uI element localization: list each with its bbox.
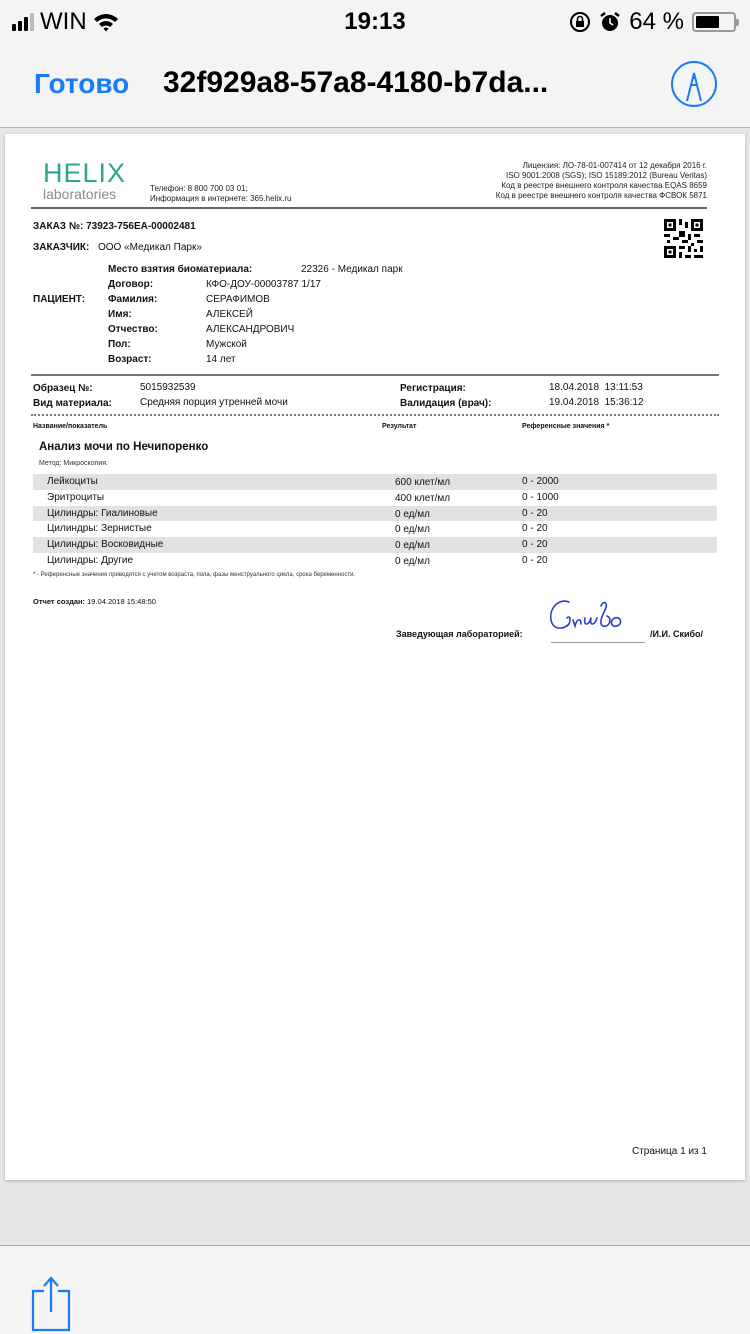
table-row — [33, 474, 717, 490]
report-created — [33, 597, 156, 606]
signature-line — [551, 642, 645, 643]
bottom-toolbar — [0, 1245, 750, 1334]
patient-field-value: 14 лет — [206, 354, 236, 365]
sample-number: 5015932539 — [140, 382, 196, 393]
page-number: Страница 1 из 1 — [632, 1146, 707, 1157]
head-of-lab-label: Заведующая лабораторией: — [396, 629, 523, 639]
order-number — [33, 221, 196, 232]
test-method: Метод: Микроскопия. — [39, 460, 108, 467]
header-result: Результат — [382, 423, 417, 430]
report-created-label: Отчет создан: — [33, 597, 86, 606]
document-page — [5, 134, 745, 1180]
battery-percent: 64 % — [629, 8, 684, 35]
patient-field-label: Место взятия биоматериала: — [108, 264, 253, 275]
license-info — [496, 161, 707, 201]
row-result: 400 клет/мл — [395, 492, 451, 504]
row-name: Цилиндры: Другие — [47, 554, 134, 566]
alarm-icon — [599, 11, 621, 33]
order-label: ЗАКАЗ №: — [33, 221, 84, 232]
row-name: Эритроциты — [47, 491, 105, 503]
signature-image — [543, 596, 643, 642]
dotted-divider — [31, 414, 719, 416]
patient-field-value: АЛЕКСАНДРОВИЧ — [206, 324, 295, 335]
patient-field-label: Возраст: — [108, 354, 152, 365]
document-viewer[interactable] — [0, 129, 750, 1245]
patient-field-label: Отчество: — [108, 324, 158, 335]
order-value: 73923-756EA-00002481 — [86, 221, 196, 232]
results-table — [33, 474, 717, 569]
patient-field-label: Договор: — [108, 279, 154, 290]
section-divider — [31, 374, 719, 376]
footnote: * - Референсные значения приводятся с учетом возраста, пола, фазы менструального цикла, срока беременности. — [33, 572, 356, 578]
patient-label: ПАЦИЕНТ: — [33, 294, 86, 305]
markup-pen-icon — [673, 63, 715, 105]
row-result: 600 клет/мл — [395, 477, 451, 488]
qr-code — [664, 219, 703, 258]
sample-number-label: Образец №: — [33, 383, 93, 394]
validation-value: 19.04.2018 15:36:12 — [549, 397, 644, 408]
share-icon[interactable] — [30, 1276, 72, 1332]
orientation-lock-icon — [569, 11, 591, 33]
row-result: 0 ед/мл — [395, 508, 431, 520]
material-label: Вид материала: — [33, 398, 112, 409]
customer-label: ЗАКАЗЧИК: — [33, 242, 90, 253]
header-reference: Референсные значения * — [522, 423, 610, 430]
table-row — [33, 506, 717, 522]
validation-label: Валидация (врач): — [400, 398, 492, 409]
patient-field-value: 22326 - Медикал парк — [301, 264, 403, 275]
row-result: 0 ед/мл — [395, 555, 431, 567]
battery-icon — [692, 12, 736, 32]
row-name: Цилиндры: Восковидные — [47, 539, 164, 551]
markup-button[interactable] — [671, 61, 717, 107]
row-result: 0 ед/мл — [395, 524, 431, 536]
status-bar — [0, 0, 750, 42]
material-value: Средняя порция утренней мочи — [140, 397, 288, 408]
customer-value: ООО «Медикал Парк» — [98, 242, 202, 253]
license-line: Код в реестре внешнего контроля качества ФСВОК 5871 — [495, 191, 707, 200]
head-of-lab-name: /И.И. Скибо/ — [650, 629, 704, 639]
patient-field-label: Пол: — [108, 339, 131, 350]
patient-field-value: КФО-ДОУ-00003787 1/17 — [206, 279, 321, 290]
table-row — [33, 490, 717, 506]
lab-phone: Телефон: 8 800 700 03 01; — [150, 184, 248, 193]
row-reference: 0 - 20 — [522, 539, 548, 551]
nav-bar — [0, 42, 750, 128]
row-name: Лейкоциты — [47, 476, 98, 487]
lab-website: Информация в интернете: 365.helix.ru — [150, 194, 292, 203]
table-row — [33, 553, 717, 569]
clock: 19:13 — [344, 8, 406, 35]
row-reference: 0 - 20 — [522, 554, 548, 566]
row-reference: 0 - 20 — [522, 507, 548, 519]
registration-value: 18.04.2018 13:11:53 — [549, 382, 643, 393]
registration-label: Регистрация: — [400, 383, 466, 394]
logo-brand: HELIX — [43, 158, 127, 188]
logo-sub: laboratories — [43, 186, 117, 202]
test-title: Анализ мочи по Нечипоренко — [39, 441, 209, 453]
row-reference: 0 - 20 — [522, 523, 548, 535]
carrier-name: WIN — [40, 8, 87, 35]
patient-field-value: АЛЕКСЕЙ — [206, 309, 253, 320]
row-reference: 0 - 1000 — [522, 491, 559, 503]
table-row — [33, 537, 717, 553]
license-line: Лицензия: ЛО-78-01-007414 от 12 декабря 2016 г. — [522, 161, 707, 170]
table-row — [33, 521, 717, 537]
row-reference: 0 - 2000 — [522, 476, 559, 487]
document-title: 32f929a8-57a8-4180-b7da... — [163, 66, 549, 99]
done-button[interactable]: Готово — [34, 68, 130, 99]
row-name: Цилиндры: Зернистые — [47, 523, 152, 535]
patient-field-label: Фамилия: — [108, 294, 158, 305]
header-divider — [31, 207, 707, 209]
row-name: Цилиндры: Гиалиновые — [47, 507, 158, 519]
license-line: ISO 9001:2008 (SGS); ISO 15189:2012 (Bureau Veritas) — [505, 171, 707, 180]
row-result: 0 ед/мл — [395, 540, 431, 552]
patient-field-value: Мужской — [206, 339, 247, 350]
header-name: Название/показатель — [33, 423, 108, 430]
helix-logo — [43, 160, 126, 201]
patient-field-value: СЕРАФИМОВ — [206, 294, 270, 305]
license-line: Код в реестре внешнего контроля качества EQAS 8659 — [501, 181, 707, 190]
report-created-value: 19.04.2018 15:48:50 — [87, 597, 156, 606]
patient-field-label: Имя: — [108, 309, 132, 320]
lab-contacts — [150, 184, 291, 204]
